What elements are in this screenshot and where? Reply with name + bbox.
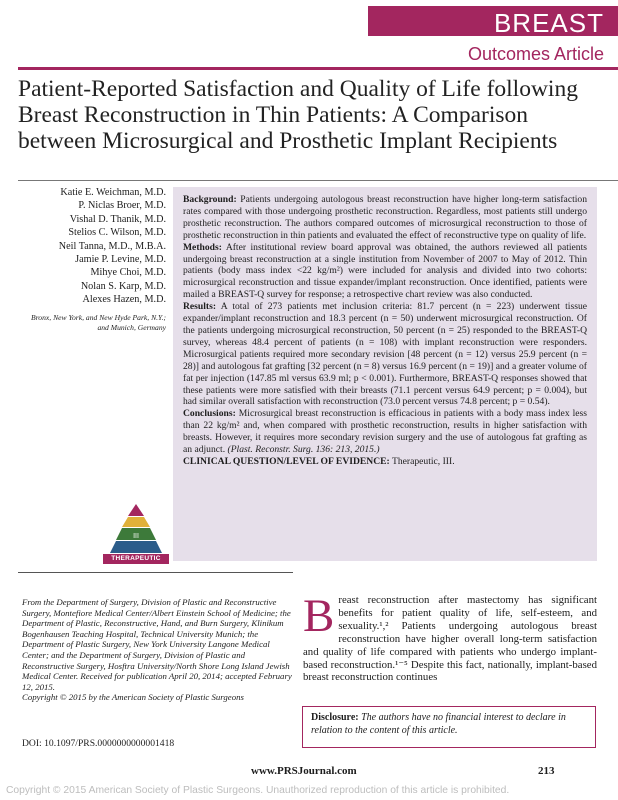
abstract-results xyxy=(183,301,587,408)
author: Mihye Choi, M.D. xyxy=(90,267,166,279)
legal-notice: Copyright © 2015 American Society of Plastic Surgeons. Unauthorized reproduction of this article is prohibited. xyxy=(6,785,510,796)
abstract-box xyxy=(173,187,597,561)
received-dates: Received for publication April 20, 2014; accepted February 12, 2015. xyxy=(22,671,292,692)
author-list xyxy=(18,186,166,333)
article-type: Outcomes Article xyxy=(467,44,604,64)
pyramid-level: III xyxy=(133,533,139,540)
section-banner xyxy=(368,6,618,36)
results-text: A total of 273 patients met inclusion criteria: 81.7 percent (n = 223) underwent tissue expander/implant reconstruction and 18.3 percent (n = 50) underwent microsurgical reconstruction. Of the patients undergoing microsurgical reconstruction, 50 percent (n = 25) responded to the BREAST-Q survey, whereas 48.4 percent of patients (n = 108) with implant reconstruction were responders. Microsurgical patients required more secondary revision [48 percent (n = 12) versus 25.9 percent (n = 28)] and autologous fat grafting [32 percent (n = 8) versus 16.9 percent (n = 19)] and a greater volume of fat per injection (147.85 ml versus 63.9 ml; p < 0.001). Furthermore, BREAST-Q responses showed that these patients were more satisfied with their breasts (71.1 percent versus 64.9 percent; p = 0.004), but had similar overall satisfaction with reconstruction (73.0 percent versus 74.8 percent; p = 0.54). xyxy=(183,301,587,408)
section-label: BREAST xyxy=(493,8,604,38)
conclusions-text: Microsurgical breast reconstruction is efficacious in patients with a body mass index less than 22 kg/m² and, when compared with prosthetic reconstruction, results in higher satisfaction with breasts. However, it requires more secondary revision surgery and the use of autologous fat grafting as an adjunct. xyxy=(183,408,587,456)
affiliation-text: From the Department of Surgery, Division of Plastic and Reconstructive Surgery, Montefiore Medical Center/Albert Einstein School of Medicine; the Department of Plastic, Reconstructive, Hand, and Burn Surgery, Klinikum Bogenhausen Teaching Hospital, Technical University Munich; the Department of Plastic Surgery, New York University Langone Medical Center; and the Department of Surgery, Division of Plastic and Reconstructive Surgery, Hosftra University/North Shore Long Island Jewish Medical Center. xyxy=(22,597,291,682)
background-text: Patients undergoing autologous breast reconstruction have higher long-term satisfaction rates compared with those undergoing prosthetic reconstruction. Regardless, most patients still undergo prosthetic reconstruction. The authors compared outcomes of microsurgical reconstruction to those of prosthetic reconstruction in thin patients and evaluated the effect of reconstructive type on quality of life. xyxy=(183,194,587,241)
methods-label: Methods: xyxy=(183,241,222,253)
article-title: Patient-Reported Satisfaction and Quality of Life following Breast Reconstruction in Thin Patients: A Comparison between Microsurgical and Prosthetic Implant Recipients xyxy=(18,76,578,154)
page-number: 213 xyxy=(538,765,555,777)
section-rule xyxy=(18,572,293,573)
title-rule xyxy=(18,180,618,181)
doi: DOI: 10.1097/PRS.0000000000001418 xyxy=(22,738,175,749)
drop-cap: B xyxy=(303,590,335,642)
pyramid-tier xyxy=(110,541,162,553)
background-label: Background: xyxy=(183,194,237,205)
citation: (Plast. Reconstr. Surg. 136: 213, 2015.) xyxy=(227,444,380,456)
author: Alexes Hazen, M.D. xyxy=(82,294,166,306)
author: Vishal D. Thanik, M.D. xyxy=(69,213,166,225)
therapeutic-label: THERAPEUTIC xyxy=(103,554,169,564)
body-paragraph: reast reconstruction after mastectomy has significant benefits for patient quality of life, self-esteem, and sexuality.¹,² Patients undergoing autologous breast reconstruction have higher overall long-term satisfaction and quality of life compared with patients who undergo implant-based reconstruction.¹⁻⁵ Despite this fact, nationally, implant-based breast reconstruction continues xyxy=(303,594,597,684)
author: P. Niclas Broer, M.D. xyxy=(78,200,166,212)
author: Stelios C. Wilson, M.D. xyxy=(68,227,166,239)
abstract-methods xyxy=(183,242,587,302)
evidence-level: Therapeutic, III. xyxy=(392,455,455,467)
body-text xyxy=(303,590,597,684)
methods-text: After institutional review board approval was obtained, the authors reviewed all patients undergoing breast reconstruction at a single institution from November of 2007 to May of 2012. Thin patients (body mass index <22 kg/m²) were included for analysis and divided into two cohorts: microsurgical reconstruction and tissue expander/implant reconstruction. Once identified, patients were mailed a BREAST-Q survey for response; a retrospective chart review was also conducted. xyxy=(183,241,588,301)
conclusions-label: Conclusions: xyxy=(183,408,236,420)
disclosure-text: The authors have no financial interest to declare in relation to the content of this article. xyxy=(311,712,566,736)
disclosure-box xyxy=(302,706,596,748)
pyramid-tier xyxy=(122,517,150,527)
clinical-question-label: CLINICAL QUESTION/LEVEL OF EVIDENCE: xyxy=(183,455,390,467)
author: Nolan S. Karp, M.D. xyxy=(80,280,166,292)
journal-website: www.PRSJournal.com xyxy=(251,765,357,777)
abstract-conclusions xyxy=(183,408,587,456)
affiliation-note xyxy=(22,597,292,703)
disclosure-label: Disclosure: xyxy=(311,712,359,723)
pyramid-tier xyxy=(128,504,144,516)
author-locations: Bronx, New York, and New Hyde Park, N.Y.; and Munich, Germany xyxy=(31,312,166,332)
author: Jamie P. Levine, M.D. xyxy=(75,254,166,266)
results-label: Results: xyxy=(183,301,217,313)
abstract-evidence xyxy=(183,456,587,468)
copyright-note: Copyright © 2015 by the American Society of Plastic Surgeons xyxy=(22,692,244,703)
header-rule xyxy=(18,67,618,70)
author: Neil Tanna, M.D., M.B.A. xyxy=(58,240,166,252)
author: Katie E. Weichman, M.D. xyxy=(60,187,166,198)
abstract-background xyxy=(183,194,587,242)
